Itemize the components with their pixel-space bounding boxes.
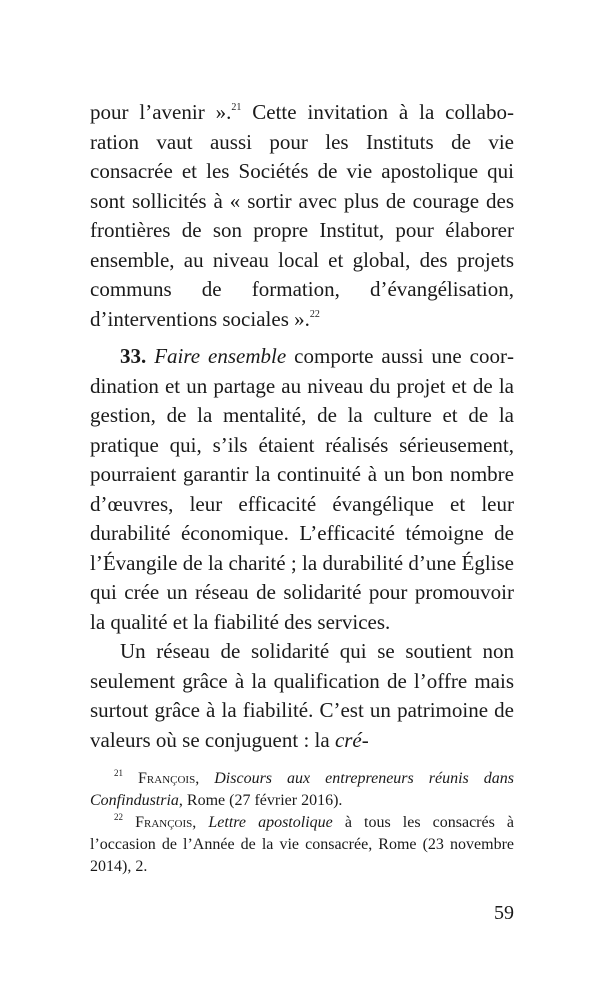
footnote-reference: 22: [309, 308, 320, 320]
paragraph-text: Un réseau de solidarité qui se soutient non seulement grâce à la qualification de l’offre mais surtout grâce à la fiabilité. C’est un patrimoine de valeurs où se conjuguent : la: [90, 639, 514, 752]
paragraph-text: Cette invitation à la collaboration vaut aussi pour les Instituts de vie consacrée et les Sociétés de vie apostolique qui sont sollicités à « sortir avec plus de courage des frontières de son propre Institut, pour élaborer ensemble, au niveau local et global, des projets communs de formation, d’évangélisation, d’interventions sociales ».: [90, 100, 514, 331]
footnote-author: François: [138, 770, 196, 787]
page-number: 59: [494, 902, 514, 924]
footnote-author: François: [135, 814, 193, 831]
paragraph-text: pour l’avenir ».: [90, 100, 232, 124]
text-block-main: [90, 342, 514, 755]
footnote-number: 21: [114, 768, 123, 778]
footnote-separator: ,: [192, 814, 209, 831]
footnote-22: [90, 812, 514, 878]
italic-lead: Faire ensemble: [154, 344, 287, 368]
footnote-number: 22: [114, 812, 123, 822]
footnote-text: , Rome (27 février 2016).: [178, 792, 343, 809]
paragraph-33: [90, 342, 514, 637]
footnotes: [90, 768, 514, 878]
paragraph-text: comporte aussi une coordination et un partage au niveau du projet et de la gestion, de la mentalité, de la culture et de la pratique qui, s’ils étaient réalisés sérieusement, pourraient garantir la continuité à un bon nombre d’œuvres, leur efficacité évangélique et leur durabilité économique. L’efficacité témoigne de l’Évangile de la charité ; la durabilité d’une Église qui crée un réseau de solidarité pour promouvoir la qualité et la fiabilité des services.: [90, 344, 514, 634]
footnote-separator: ,: [195, 770, 215, 787]
paragraph-solidarity: [90, 637, 514, 755]
footnote-text: à tous les consacrés à l’occasion de l’Année de la vie consacrée, Rome (23 novembre 2014), 2.: [90, 814, 515, 875]
footnote-title: Discours aux entrepreneurs réunis dans Confindustria: [90, 770, 515, 809]
footnote-title: Lettre apostolique: [208, 814, 333, 831]
paragraph-number: 33.: [120, 344, 147, 368]
footnote-21: [90, 768, 514, 812]
paragraph-continuation: [90, 98, 514, 334]
footnote-reference: 21: [231, 102, 242, 113]
text-block-top: [90, 98, 514, 334]
italic-tail: cré-: [334, 727, 369, 752]
